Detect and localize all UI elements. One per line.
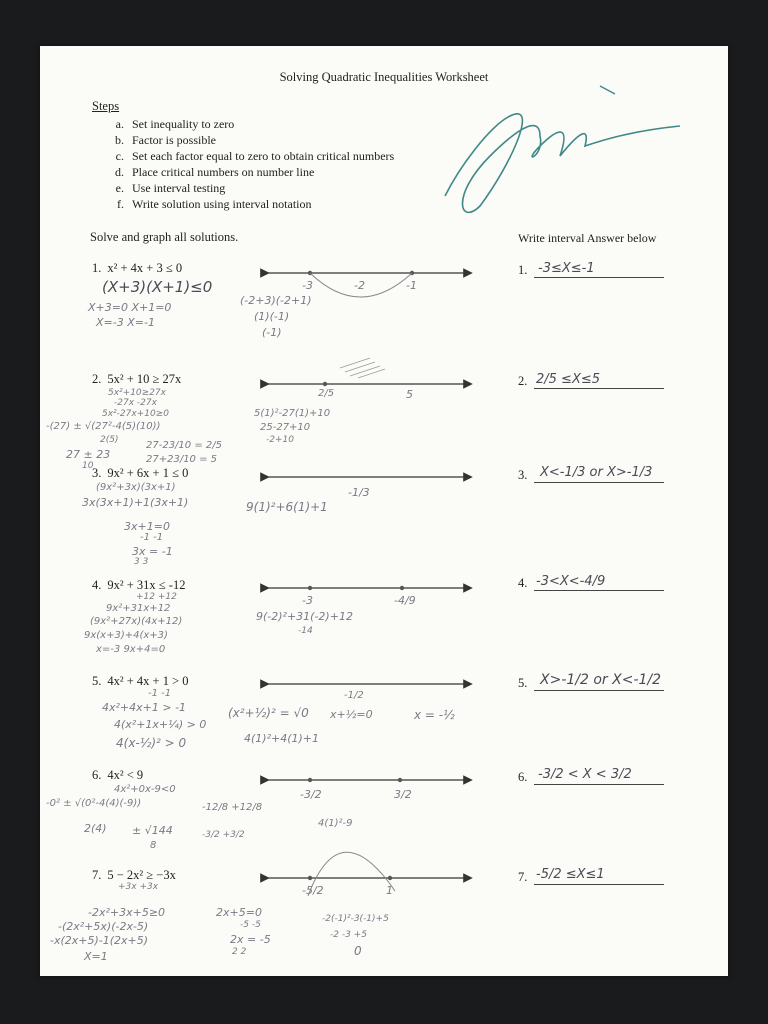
worksheet-page: Solving Quadratic Inequalities Worksheet Steps a. Set inequality to zero b. Factor is possible c. Set each factor equal to zero to obtain critical numbers d. Place critical numbers on number line e. Use interval testing f. Write solution using interval notation Solve and graph all solutions. Write interval Answer below 1. x² + 4x + 3 ≤ 0 (X+3)(X+1)≤0 X+3=0 X+1=0 X=-3 X=-1 (-2+3)(-2+1) (1)(-1) (-1) -3 -2 -1 1. -3≤X≤-1 2. 5x² + 10 ≥ 27x 5x²+10≥27x -27x -27x 5x²-27x+10≥0 -(27) ± √(27²-4(5)(10)) 2(5) 27 ± 23 10 27-23/10 = 2/5 27+23/10 = 5 5(1)²-27(1)+10 25-27+10 -2+10 2/5 5 2. 2/5 ≤X≤5 3. 9x² + 6x + 1 ≤ 0 (9x²+3x)(3x+1) 3x(3x+1)+1(3x+1) 3x+1=0 -1 -1 3x = -1 3 3 9(1)²+6(1)+1 -1/3 3. X<-1/3 or X>-1/3 4. 9x² + 31x ≤ -12 +12 +12 9x²+31x+12 (9x²+27x)(4x+12) 9x(x+3)+4(x+3) x=-3 9x+4=0 9(-2)²+31(-2)+12 -14 -3 -4/9 4. -3<X<-4/9 5. 4x² + 4x + 1 > 0 -1 -1 4x²+4x+1 > -1 4(x²+1x+¼) > 0 4(x-½)² > 0 (x²+½)² = √0 4(1)²+4(1)+1 x+½=0 x = -½ -1/2 5. X>-1/2 or X<-1/2 6. 4x² < 9 4x²+0x-9<0 -0² ± √(0²-4(4)(-9)) 2(4) ± √144 8 -12/8 +12/8 -3/2 +3/2 4(1)²-9 -3/2 3/2 6. -3/2 < X < 3/2 7. 5 − 2x² ≥ −3x +3x +3x -2x²+3x+5≥0 -(2x²+5x)(-2x-5) -x(2x+5)-1(2x+5) X=1 2x+5=0 -5 -5 2x = -5 2 2 -2(-1)²-3(-1)+5 -2 -3 +5 0 -5/2 1 7. -5/2 ≤X≤1 <box>40 46 728 976</box>
answer-column-header: Write interval Answer below <box>518 231 657 245</box>
problem-5: 5. 4x² + 4x + 1 > 0 <box>92 674 189 688</box>
problem-1: 1. x² + 4x + 3 ≤ 0 <box>92 261 183 275</box>
answer-1: 1. -3≤X≤-1 <box>518 263 527 278</box>
answer-2: 2. 2/5 ≤X≤5 <box>518 374 527 389</box>
problem-6: 6. 4x² < 9 <box>92 768 144 782</box>
problem-7: 7. 5 − 2x² ≥ −3x <box>92 868 176 882</box>
answer-6: 6. -3/2 < X < 3/2 <box>518 770 527 785</box>
answer-7: 7. -5/2 ≤X≤1 <box>518 870 527 885</box>
instructions: Solve and graph all solutions. <box>90 230 239 244</box>
answer-5: 5. X>-1/2 or X<-1/2 <box>518 676 527 691</box>
page-title: Solving Quadratic Inequalities Worksheet <box>279 70 489 84</box>
steps-heading: Steps <box>92 99 120 113</box>
answer-4: 4. -3<X<-4/9 <box>518 576 527 591</box>
problem-3: 3. 9x² + 6x + 1 ≤ 0 <box>92 466 189 480</box>
step-item: e. Use interval testing <box>115 181 226 195</box>
problem-2: 2. 5x² + 10 ≥ 27x <box>92 372 182 386</box>
step-item: c. Set each factor equal to zero to obtain critical numbers <box>115 149 395 163</box>
step-item: b. Factor is possible <box>115 133 216 147</box>
step-item: d. Place critical numbers on number line <box>115 165 315 179</box>
problem-4: 4. 9x² + 31x ≤ -12 <box>92 578 186 592</box>
step-item: a. Set inequality to zero <box>115 117 235 131</box>
answer-3: 3. X<-1/3 or X>-1/3 <box>518 468 527 483</box>
step-item: f. Write solution using interval notation <box>117 197 312 211</box>
